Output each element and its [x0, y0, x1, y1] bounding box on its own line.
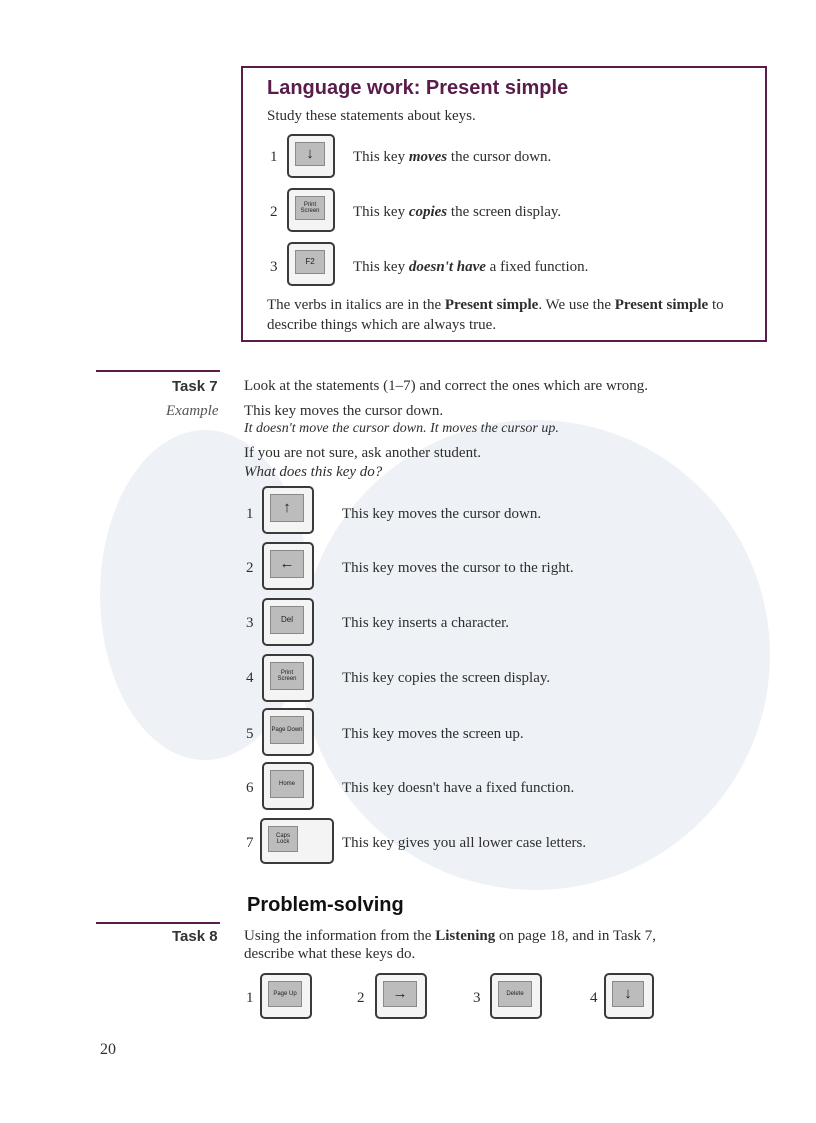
item-number: 4	[246, 670, 254, 686]
item-number: 5	[246, 726, 254, 742]
example-line-1: This key moves the cursor down.	[244, 403, 444, 419]
language-work-box	[241, 66, 767, 342]
task-8-label: Task 8	[172, 928, 218, 945]
example-label: Example	[166, 403, 219, 419]
statement-1: This key moves the cursor down.	[353, 149, 552, 165]
item-number: 1	[270, 149, 278, 165]
page-up-key-icon: Page Up	[260, 973, 312, 1019]
task-8-instruction-line-2: describe what these keys do.	[244, 946, 416, 962]
statement-text: This key copies the screen display.	[342, 670, 551, 686]
statement-text: This key doesn't have a fixed function.	[342, 780, 575, 796]
f2-key-icon: F2	[287, 242, 335, 286]
problem-solving-heading: Problem-solving	[247, 894, 404, 916]
section-rule	[96, 370, 220, 372]
print-screen-key-icon: Print Screen	[262, 654, 314, 702]
statement-text: This key moves the cursor to the right.	[342, 560, 574, 576]
delete-key-icon: Delete	[490, 973, 542, 1019]
statement-text: This key inserts a character.	[342, 615, 510, 631]
statement-3: This key doesn't have a fixed function.	[353, 259, 589, 275]
task-7-instruction: Look at the statements (1–7) and correct the ones which are wrong.	[244, 378, 649, 394]
statement-2: This key copies the screen display.	[353, 204, 562, 220]
item-number: 3	[473, 990, 481, 1006]
statement-text: This key gives you all lower case letters.	[342, 835, 587, 851]
down-arrow-key-icon: ↓	[604, 973, 654, 1019]
item-number: 3	[246, 615, 254, 631]
left-arrow-key-icon: ←	[262, 542, 314, 590]
language-work-intro: Study these statements about keys.	[267, 108, 476, 124]
item-number: 4	[590, 990, 598, 1006]
section-rule	[96, 922, 220, 924]
page-number: 20	[100, 1041, 116, 1058]
statement-text: This key moves the cursor down.	[342, 506, 542, 522]
right-arrow-key-icon: →	[375, 973, 427, 1019]
item-number: 1	[246, 506, 254, 522]
item-number: 2	[246, 560, 254, 576]
task-7-label: Task 7	[172, 378, 218, 395]
statement-text: This key moves the screen up.	[342, 726, 524, 742]
background-decoration	[300, 420, 770, 890]
hint-line-1: If you are not sure, ask another student.	[244, 445, 482, 461]
print-screen-key-icon: Print Screen	[287, 188, 335, 232]
task-8-instruction-line-1: Using the information from the Listening on page 18, and in Task 7,	[244, 928, 656, 944]
item-number: 2	[357, 990, 365, 1006]
language-work-title: Language work: Present simple	[267, 77, 569, 99]
up-arrow-key-icon: ↑	[262, 486, 314, 534]
present-simple-note: The verbs in italics are in the Present simple. We use the Present simple to describe things which are always true.	[267, 297, 724, 333]
item-number: 6	[246, 780, 254, 796]
down-arrow-key-icon: ↓	[287, 134, 335, 178]
example-line-2: It doesn't move the cursor down. It moves the cursor up.	[244, 421, 559, 436]
caps-lock-key-icon: Caps Lock	[260, 818, 334, 864]
del-key-icon: Del	[262, 598, 314, 646]
item-number: 3	[270, 259, 278, 275]
page-down-key-icon: Page Down	[262, 708, 314, 756]
home-key-icon: Home	[262, 762, 314, 810]
item-number: 1	[246, 990, 254, 1006]
item-number: 7	[246, 835, 254, 851]
hint-line-2: What does this key do?	[244, 464, 383, 480]
item-number: 2	[270, 204, 278, 220]
